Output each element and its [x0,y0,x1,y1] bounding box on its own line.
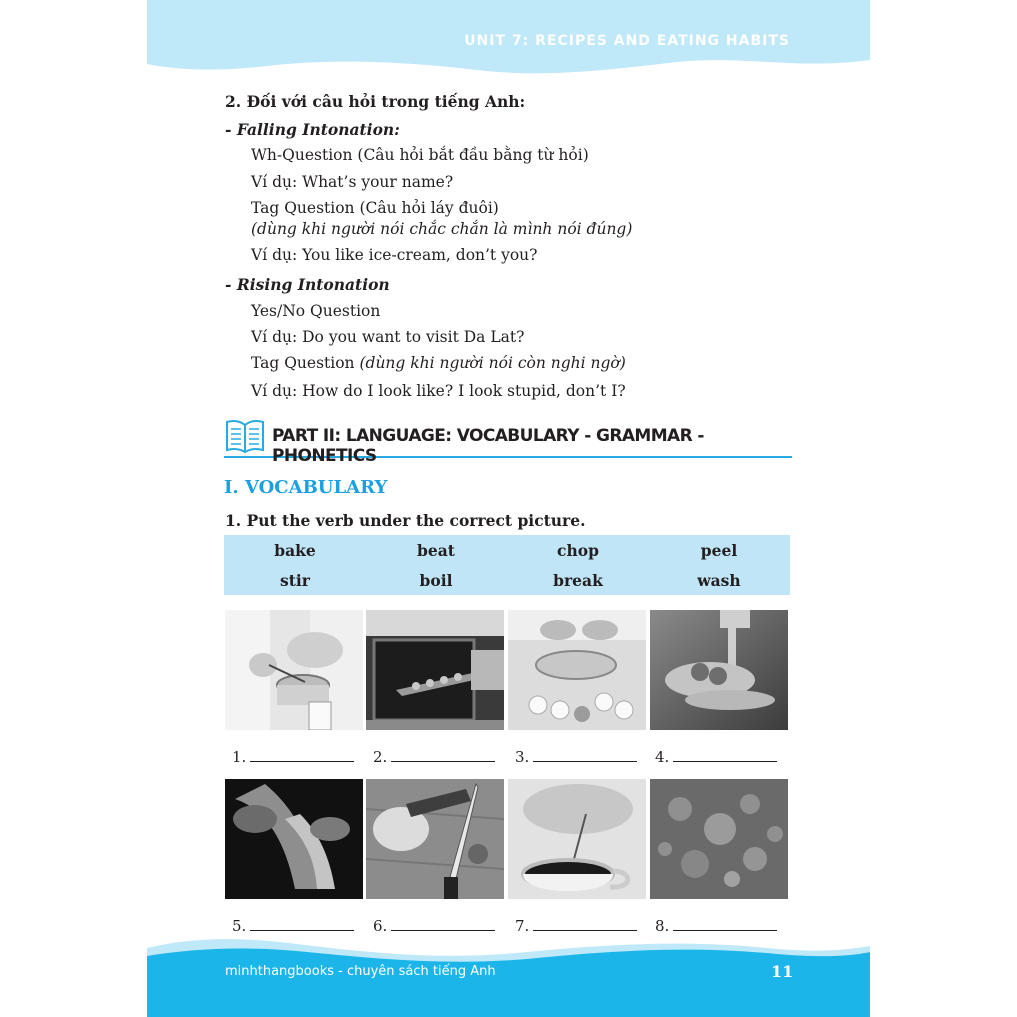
word-item: boil [419,571,453,590]
footer-publisher: minhthangbooks - chuyên sách tiếng Anh [225,964,496,979]
open-book-icon [224,418,266,454]
word-item: wash [697,571,741,590]
photo-peeling [225,779,363,899]
photo-chopping [366,779,504,899]
photo-cracking-eggs [508,610,646,730]
blank-number: 1. [232,748,247,766]
falling-line-4: (dùng khi người nói chắc chắn là mình nói đúng) [251,220,633,238]
blank-number: 4. [655,748,670,766]
rising-line-5: Ví dụ: How do I look like? I look stupid, don’t I? [251,382,626,400]
rising-line-3-note: (dùng khi người nói còn nghi ngờ) [359,354,626,372]
part-2-title: PART II: LANGUAGE: VOCABULARY - GRAMMAR - PHONETICS [272,426,704,466]
answer-line[interactable] [673,916,777,931]
word-item: bake [274,541,316,560]
falling-line-5: Ví dụ: You like ice-cream, don’t you? [251,246,538,264]
part-2-title-bar [224,418,792,466]
falling-line-1: Wh-Question (Câu hỏi bắt đầu bằng từ hỏi) [251,146,589,164]
falling-label: - Falling Intonation: [225,120,400,139]
answer-line[interactable] [250,916,354,931]
falling-line-3: Tag Question (Câu hỏi láy đuôi) [251,199,499,217]
page-header [147,0,870,80]
book-page [147,0,870,1017]
rising-line-2: Ví dụ: Do you want to visit Da Lat? [251,328,525,346]
answer-line[interactable] [391,747,495,762]
rising-line-3-label: Tag Question [251,354,355,372]
photo-baking-oven [366,610,504,730]
answer-line[interactable] [533,916,637,931]
rising-line-3 [251,354,626,372]
blank-3[interactable] [515,747,637,766]
blank-number: 8. [655,917,670,935]
blank-number: 5. [232,917,247,935]
falling-line-2: Ví dụ: What’s your name? [251,173,454,191]
blank-number: 7. [515,917,530,935]
blank-1[interactable] [232,747,354,766]
word-item: beat [417,541,455,560]
answer-line[interactable] [391,916,495,931]
rising-label: - Rising Intonation [225,275,390,294]
word-item: stir [280,571,310,590]
blank-4[interactable] [655,747,777,766]
intonation-heading: 2. Đối với câu hỏi trong tiếng Anh: [225,92,526,111]
page-number: 11 [771,962,794,981]
rising-line-1: Yes/No Question [251,302,381,320]
word-item: peel [700,541,738,560]
photo-beating-eggs [225,610,363,730]
photo-boiling [650,779,788,899]
exercise-instruction: 1. Put the verb under the correct picture. [225,511,586,530]
vocabulary-title: I. VOCABULARY [224,477,388,498]
answer-line[interactable] [250,747,354,762]
word-box [224,535,790,595]
blank-2[interactable] [373,747,495,766]
page-footer [147,930,870,1017]
photo-washing-fruit [650,610,788,730]
blank-number: 3. [515,748,530,766]
word-item: break [553,571,603,590]
answer-line[interactable] [673,747,777,762]
answer-line[interactable] [533,747,637,762]
word-item: chop [557,541,599,560]
unit-title: UNIT 7: RECIPES AND EATING HABITS [464,33,790,49]
photo-stirring [508,779,646,899]
blank-number: 6. [373,917,388,935]
blank-number: 2. [373,748,388,766]
